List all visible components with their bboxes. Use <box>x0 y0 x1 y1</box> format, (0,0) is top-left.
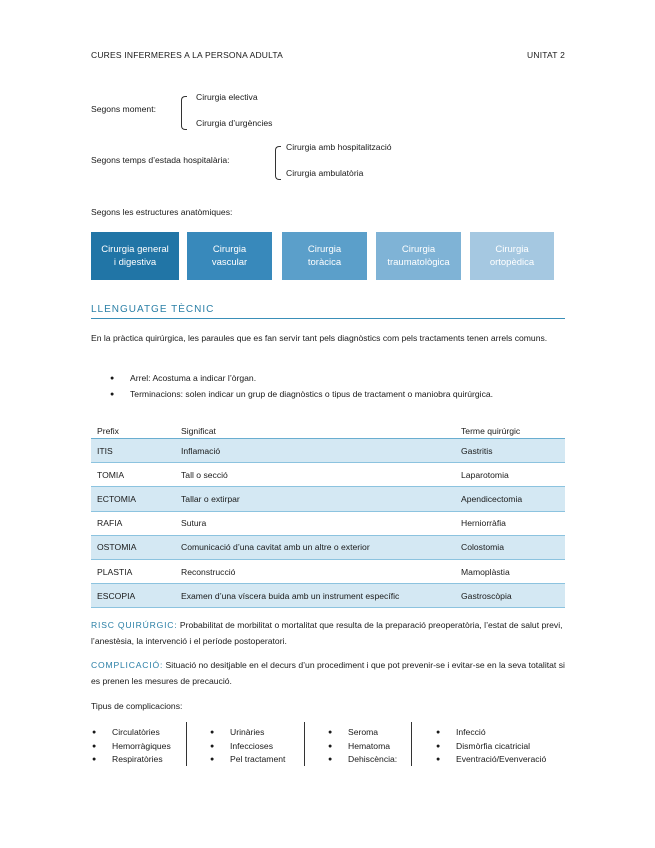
estructures-label: Segons les estructures anatòmiques: <box>91 207 233 217</box>
surgery-box-ortopedica: Cirurgia ortopèdica <box>470 232 554 280</box>
section-divider <box>91 318 565 319</box>
list-item: ● Dehiscència: <box>328 753 413 767</box>
column-divider <box>411 722 412 766</box>
list-item: ● Dismòrfia cicatricial <box>436 740 564 754</box>
term-cell: Mamoplàstia <box>461 566 510 577</box>
running-header-right: UNITAT 2 <box>527 50 565 60</box>
prefix-cell: ESCOPIA <box>91 584 175 608</box>
tipus-label: Tipus de complicacions: <box>91 701 183 711</box>
surgery-box-general: Cirurgia general i digestiva <box>91 232 179 280</box>
complication-column <box>210 726 305 767</box>
estada-item: Cirurgia amb hospitalització <box>286 142 392 152</box>
risc-paragraph <box>91 617 565 649</box>
table-row <box>91 511 565 535</box>
prefix-cell: OSTOMIA <box>91 535 175 559</box>
list-item: ● Seroma <box>328 726 413 740</box>
table-row <box>91 463 565 487</box>
table-row <box>91 535 565 559</box>
surgery-box-toracica: Cirurgia toràcica <box>282 232 367 280</box>
list-item: ● Urinàries <box>210 726 305 740</box>
list-item: ● Arrel: Acostuma a indicar l’òrgan. <box>110 372 493 386</box>
term-cell: Gastritis <box>455 439 565 463</box>
meaning-cell: Tall o secció <box>181 469 228 480</box>
moment-item: Cirurgia d’urgències <box>196 118 273 128</box>
table-row <box>91 584 565 608</box>
list-item: ● Eventració/Evenveració <box>436 753 564 767</box>
complication-column <box>436 726 564 767</box>
list-item: ● Terminacions: solen indicar un grup de diagnòstics o tipus de tractament o maniobra quirúrgica. <box>110 388 493 402</box>
meaning-cell: Reconstrucció <box>181 566 236 577</box>
term-cell: Apendicectomia <box>455 487 565 511</box>
table-row <box>91 487 565 511</box>
term-cell: Laparotomia <box>461 469 509 480</box>
complicacio-label: COMPLICACIÓ: <box>91 660 164 670</box>
prefix-cell: PLASTIA <box>97 566 133 577</box>
meaning-cell: Examen d’una víscera buida amb un instrument específic <box>175 584 455 608</box>
risc-text: Probabilitat de morbilitat o mortalitat que resulta de la preparació preoperatòria, l’estat de salut previ, l’anestèsia, la intervenció i el període postoperatori. <box>91 620 563 646</box>
table-row <box>91 559 565 583</box>
term-cell: Colostomia <box>455 535 565 559</box>
term-cell: Gastroscòpia <box>455 584 565 608</box>
root-bullets <box>110 372 493 401</box>
moment-item: Cirurgia electiva <box>196 92 258 102</box>
term-cell: Herniorràfia <box>461 518 506 529</box>
intro-paragraph: En la pràctica quirúrgica, les paraules que es fan servir tant pels diagnòstics com pels tractaments tenen arrels comuns. <box>91 333 548 343</box>
list-item: ● Infecció <box>436 726 564 740</box>
moment-label: Segons moment: <box>91 104 156 114</box>
complicacio-paragraph <box>91 657 565 689</box>
prefix-cell: ECTOMIA <box>91 487 175 511</box>
list-item: ● Circulatòries <box>92 726 192 740</box>
table-header-row <box>91 424 565 439</box>
meaning-cell: Inflamació <box>175 439 455 463</box>
list-item: ● Hemorràgiques <box>92 740 192 754</box>
estada-brace <box>275 146 281 180</box>
list-item: ● Respiratòries <box>92 753 192 767</box>
meaning-cell: Sutura <box>181 518 207 529</box>
complication-column <box>92 726 192 767</box>
running-header-left: CURES INFERMERES A LA PERSONA ADULTA <box>91 50 284 60</box>
complicacio-text: Situació no desitjable en el decurs d’un procediment i que pot prevenir-se i evitar-se en la seva totalitat si es prenen les mesures de precaució. <box>91 660 565 686</box>
moment-brace <box>181 96 187 130</box>
table-row <box>91 439 565 463</box>
prefix-cell: TOMIA <box>97 469 125 480</box>
prefix-cell: RAFIA <box>97 518 123 529</box>
surgery-box-vascular: Cirurgia vascular <box>187 232 272 280</box>
column-header: Significat <box>175 424 455 439</box>
list-item: ● Hematoma <box>328 740 413 754</box>
list-item: ● Pel tractament <box>210 753 305 767</box>
column-divider <box>304 722 305 766</box>
list-item: ● Infeccioses <box>210 740 305 754</box>
terms-table <box>91 424 565 608</box>
surgery-box-traumatologica: Cirurgia traumatològica <box>376 232 461 280</box>
complication-column <box>328 726 413 767</box>
column-header: Terme quirúrgic <box>455 424 565 439</box>
meaning-cell: Tallar o extirpar <box>175 487 455 511</box>
risc-label: RISC QUIRÚRGIC: <box>91 620 178 630</box>
column-header: Prefix <box>91 424 175 439</box>
prefix-cell: ITIS <box>91 439 175 463</box>
estada-item: Cirurgia ambulatòria <box>286 168 364 178</box>
estada-label: Segons temps d’estada hospitalària: <box>91 155 230 165</box>
section-title: LLENGUATGE TÈCNIC <box>91 304 215 315</box>
column-divider <box>186 722 187 766</box>
meaning-cell: Comunicació d’una cavitat amb un altre o exterior <box>175 535 455 559</box>
